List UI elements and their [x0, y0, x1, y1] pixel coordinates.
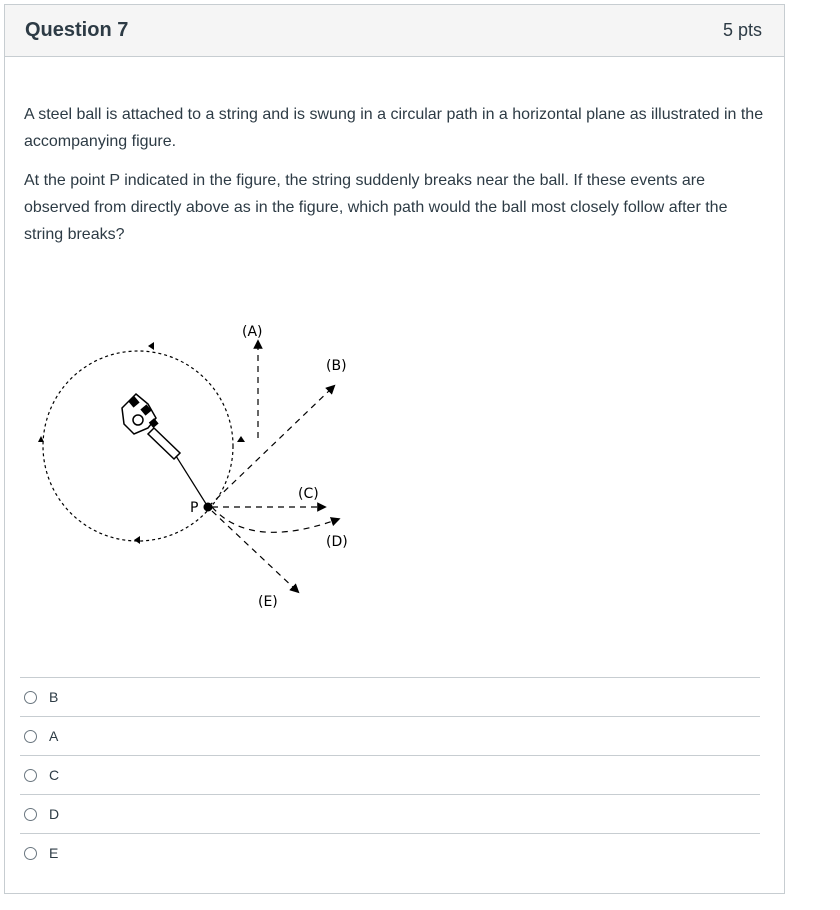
circle-arrow-right — [237, 436, 245, 442]
answer-label: E — [49, 845, 59, 861]
answer-option-e[interactable] — [20, 833, 760, 872]
radio-button[interactable] — [24, 691, 37, 704]
circular-path — [43, 351, 233, 541]
radio-button[interactable] — [24, 769, 37, 782]
path-e — [212, 511, 296, 590]
label-b: (B) — [326, 358, 347, 374]
circle-arrow-top — [148, 342, 154, 350]
circle-arrow-bottom — [134, 536, 140, 544]
question-title: Question 7 — [25, 19, 129, 41]
label-e: (E) — [258, 594, 278, 610]
answer-option-b[interactable] — [20, 677, 760, 716]
answer-option-a[interactable] — [20, 716, 760, 755]
answer-label: D — [49, 806, 60, 822]
answer-option-c[interactable] — [20, 755, 760, 794]
answer-label: C — [49, 767, 60, 783]
radio-button[interactable] — [24, 730, 37, 743]
answer-list — [20, 677, 760, 872]
answer-option-d[interactable] — [20, 794, 760, 833]
question-paragraph-1: A steel ball is attached to a string and is swung in a circular path in a horizontal plane as illustrated in the accompanying figure. — [24, 106, 764, 150]
label-d: (D) — [326, 534, 348, 550]
label-a: (A) — [242, 324, 263, 340]
question-body — [5, 57, 784, 248]
answer-label: B — [49, 689, 59, 705]
question-header — [5, 5, 784, 57]
answer-label: A — [49, 728, 59, 744]
radio-button[interactable] — [24, 847, 37, 860]
radio-button[interactable] — [24, 808, 37, 821]
label-p: P — [190, 500, 199, 516]
label-c: (C) — [298, 486, 319, 502]
question-points: 5 pts — [722, 20, 762, 40]
question-paragraph-2: At the point P indicated in the figure, the string suddenly breaks near the ball. If these events are observed from directly above as in the figure, which path would the ball most closely follow after the string breaks? — [24, 172, 728, 243]
hand-icon — [122, 394, 180, 459]
circular-motion-figure — [30, 318, 370, 618]
